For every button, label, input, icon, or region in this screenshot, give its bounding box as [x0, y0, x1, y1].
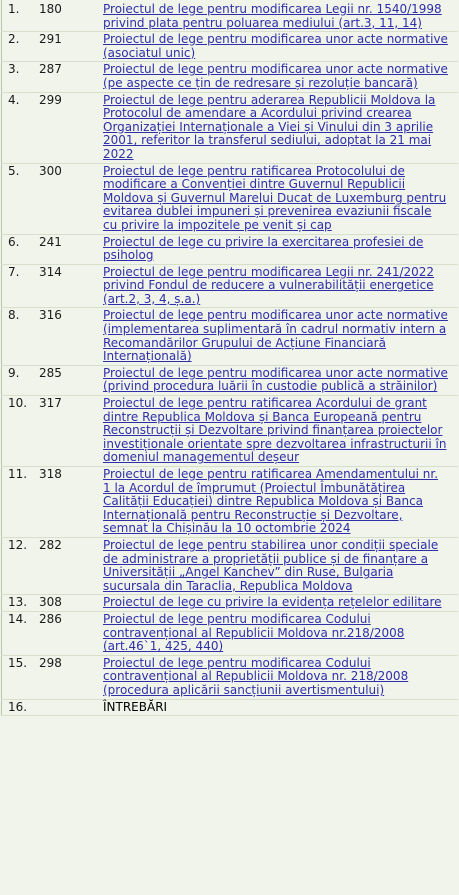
agenda-item-code: 285	[36, 365, 103, 395]
agenda-item-title-cell	[103, 365, 458, 395]
agenda-row	[2, 396, 459, 467]
agenda-item-code: 314	[36, 264, 103, 308]
agenda-row	[2, 163, 459, 234]
agenda-item-link[interactable]: Proiectul de lege pentru modificarea unor acte normative (privind procedura luării în custodie publică a străinilor)	[103, 365, 448, 394]
agenda-row	[2, 32, 459, 62]
agenda-item-title-cell	[103, 308, 458, 365]
agenda-row	[2, 611, 459, 655]
agenda-item-number: 10.	[2, 396, 37, 467]
agenda-item-link[interactable]: Proiectul de lege pentru ratificarea Amendamentului nr. 1 la Acordul de împrumut (Proiectul Îmbunătățirea Calității Educației) dintre Republica Moldova și Banca Internațională pentru Reconstrucție și Dezvoltare, semnat la Chișinău la 10 octombrie 2024	[103, 467, 439, 536]
agenda-item-number: 11.	[2, 467, 37, 538]
agenda-item-link[interactable]: Proiectul de lege pentru modificarea Legii nr. 241/2022 privind Fondul de reducere a vulnerabilității energetice (art.2, 3, 4, ș.a.)	[103, 264, 435, 306]
agenda-item-title-cell	[103, 234, 458, 264]
agenda-table	[1, 0, 458, 716]
agenda-row	[2, 595, 459, 612]
agenda-row	[2, 0, 459, 32]
agenda-item-number: 13.	[2, 595, 37, 612]
agenda-item-title: ÎNTREBĂRI	[103, 699, 168, 714]
agenda-item-title-cell	[103, 655, 458, 699]
agenda-item-number: 1.	[2, 0, 37, 32]
agenda-item-title-cell	[103, 699, 458, 716]
agenda-item-code: 300	[36, 163, 103, 234]
agenda-item-link[interactable]: Proiectul de lege pentru modificarea Codului contravențional al Republicii Moldova nr. 218/2008 (procedura aplicării sancțiunii avertismentului)	[103, 655, 409, 697]
agenda-row	[2, 308, 459, 365]
agenda-item-number: 16.	[2, 699, 37, 716]
agenda-item-number: 2.	[2, 32, 37, 62]
agenda-item-link[interactable]: Proiectul de lege cu privire la exercitarea profesiei de psiholog	[103, 234, 424, 263]
agenda-item-title-cell	[103, 163, 458, 234]
agenda-item-code: 287	[36, 62, 103, 92]
agenda-item-link[interactable]: Proiectul de lege pentru modificarea Codului contravențional al Republicii Moldova nr.218/2008 (art.46`1, 425, 440)	[103, 611, 405, 654]
agenda-item-code: 180	[36, 0, 103, 32]
agenda-item-number: 8.	[2, 308, 37, 365]
agenda-item-link[interactable]: Proiectul de lege pentru aderarea Republicii Moldova la Protocolul de amendare a Acordului privind crearea Organizației Internaționale a Viei și Vinului din 3 aprilie 2001, referitor la transferul sediului, adoptat la 21 mai 2022	[103, 92, 436, 161]
agenda-item-code: 316	[36, 308, 103, 365]
agenda-item-number: 6.	[2, 234, 37, 264]
agenda-body	[2, 0, 459, 716]
agenda-item-title-cell	[103, 611, 458, 655]
agenda-item-code: 241	[36, 234, 103, 264]
agenda-item-link[interactable]: Proiectul de lege pentru ratificarea Acordului de grant dintre Republica Moldova și Banca Europeană pentru Reconstrucții și Dezvoltare privind finanțarea proiectelor investiționale orientate spre dezvoltarea infrastructurii în domeniul managementul deșeur	[103, 396, 447, 465]
agenda-row	[2, 234, 459, 264]
agenda-item-code: 318	[36, 467, 103, 538]
agenda-item-code: 308	[36, 595, 103, 612]
agenda-item-number: 12.	[2, 537, 37, 594]
agenda-item-link[interactable]: Proiectul de lege pentru modificarea unor acte normative (asociatul unic)	[103, 32, 448, 60]
agenda-item-title-cell	[103, 595, 458, 612]
agenda-item-code	[36, 699, 103, 716]
agenda-item-link[interactable]: Proiectul de lege cu privire la evidența rețelelor edilitare	[103, 595, 442, 610]
agenda-item-title-cell	[103, 467, 458, 538]
agenda-row	[2, 365, 459, 395]
agenda-row	[2, 699, 459, 716]
agenda-item-title-cell	[103, 0, 458, 32]
agenda-item-title-cell	[103, 264, 458, 308]
agenda-item-number: 4.	[2, 92, 37, 163]
agenda-item-code: 317	[36, 396, 103, 467]
agenda-row	[2, 92, 459, 163]
agenda-item-title-cell	[103, 92, 458, 163]
agenda-item-title-cell	[103, 396, 458, 467]
agenda-item-number: 5.	[2, 163, 37, 234]
agenda-row	[2, 537, 459, 594]
agenda-item-code: 282	[36, 537, 103, 594]
agenda-item-link[interactable]: Proiectul de lege pentru stabilirea unor condiții speciale de administrare a proprietății publice și de finanțare a Universității „Angel Kanchev” din Ruse, Bulgaria sucursala din Taraclia, Republica Moldova	[103, 537, 439, 593]
agenda-row	[2, 467, 459, 538]
agenda-item-link[interactable]: Proiectul de lege pentru ratificarea Protocolului de modificare a Convenției dintre Guvernul Republicii Moldova și Guvernul Marelui Ducat de Luxemburg pentru evitarea dublei impuneri și prevenirea evaziunii fiscale cu privire la impozitele pe venit și cap	[103, 163, 447, 232]
agenda-item-number: 3.	[2, 62, 37, 92]
agenda-item-code: 299	[36, 92, 103, 163]
agenda-item-link[interactable]: Proiectul de lege pentru modificarea unor acte normative (implementarea suplimentară în cadrul normativ intern a Recomandărilor Grupului de Acțiune Financiară Internațională)	[103, 308, 448, 364]
agenda-item-number: 15.	[2, 655, 37, 699]
agenda-row	[2, 62, 459, 92]
agenda-row	[2, 655, 459, 699]
agenda-row	[2, 264, 459, 308]
agenda-item-number: 9.	[2, 365, 37, 395]
agenda-item-link[interactable]: Proiectul de lege pentru modificarea Legii nr. 1540/1998 privind plata pentru poluarea mediului (art.3, 11, 14)	[103, 2, 442, 30]
agenda-item-title-cell	[103, 537, 458, 594]
agenda-item-number: 14.	[2, 611, 37, 655]
agenda-item-code: 298	[36, 655, 103, 699]
agenda-item-number: 7.	[2, 264, 37, 308]
agenda-item-code: 286	[36, 611, 103, 655]
agenda-item-title-cell	[103, 32, 458, 62]
agenda-item-title-cell	[103, 62, 458, 92]
agenda-item-code: 291	[36, 32, 103, 62]
agenda-item-link[interactable]: Proiectul de lege pentru modificarea unor acte normative (pe aspecte ce țin de redresare și rezoluție bancară)	[103, 62, 448, 90]
